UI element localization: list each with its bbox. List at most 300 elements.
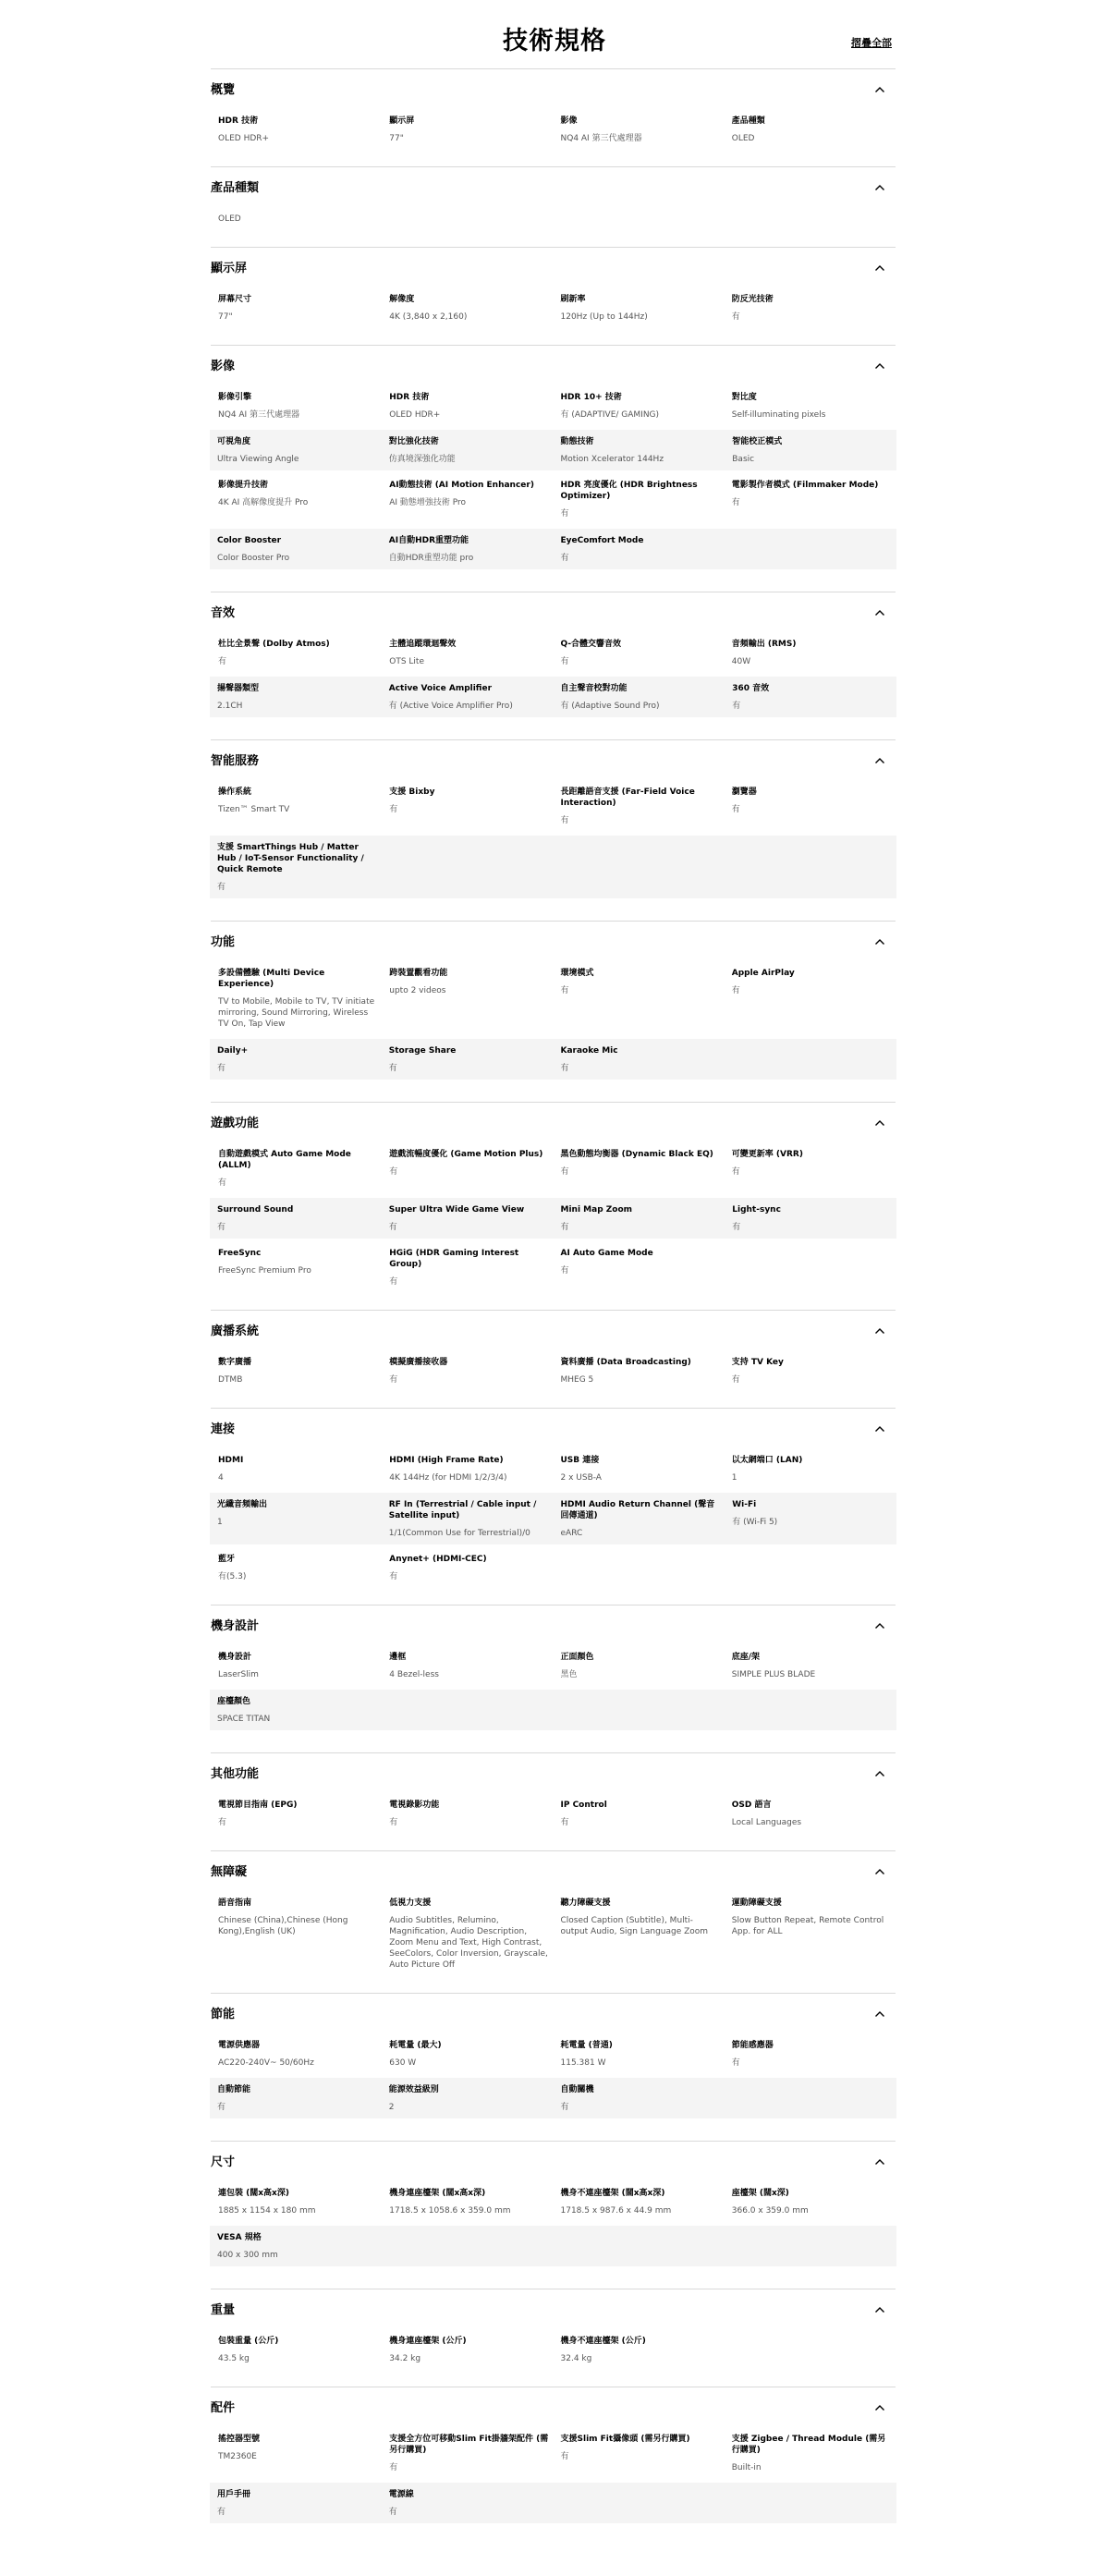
spec-value: 2 [388,2103,395,2112]
spec-item [554,480,725,519]
spec-label: 支援 Bixby [389,787,435,797]
spec-row [210,836,896,898]
spec-item [211,1898,382,1971]
spec-value: TV to Mobile, Mobile to TV, TV initiate mirroring, Sound Mirroring, Wireless TV On, Tap View [218,997,375,1029]
spec-value: 有 [389,2463,398,2472]
spec-item [382,2336,553,2364]
section-header[interactable] [211,359,896,375]
spec-value: 黑色 [560,1670,578,1679]
spec-item [554,2084,725,2113]
chevron-up-icon[interactable] [873,2303,886,2316]
spec-section [211,68,896,166]
section-header[interactable] [211,1116,896,1132]
spec-item [554,1696,725,1725]
spec-item [554,535,725,564]
spec-label: 機身不連座檯架 (闊x高x深) [560,2189,665,2198]
spec-label: 能源效益級別 [388,2085,439,2094]
spec-item [725,2232,896,2261]
spec-row [211,1357,896,1386]
spec-label: 電視節目指南 (EPG) [218,1801,298,1810]
spec-value: Audio Subtitles, Relumino, Magnification, Audio Description, Zoom Menu and Text, High Contrast, SeeColors, Color Inversion, Grayscale, Auto Picture Off [389,1916,548,1970]
spec-value: 有 (ADAPTIVE/ GAMING) [560,410,660,420]
spec-row [211,1455,896,1483]
spec-value: SPACE TITAN [217,1715,271,1724]
section-header[interactable] [211,2007,896,2023]
spec-item [554,1455,725,1483]
spec-label: 以太網端口 (LAN) [731,1456,803,1465]
spec-label: 黑色動態均衡器 (Dynamic Black EQ) [560,1150,713,1159]
spec-label: 電源供應器 [218,2041,261,2050]
spec-label: 節能感應器 [731,2041,774,2050]
section-title: 遊戲功能 [211,1117,260,1130]
spec-value: MHEG 5 [560,1375,594,1385]
chevron-up-icon[interactable] [873,2401,886,2414]
chevron-up-icon[interactable] [873,1422,886,1435]
spec-value: 有 [731,805,740,814]
spec-section [211,166,896,247]
spec-value: Slow Button Repeat, Remote Control App. for ALL [731,1916,884,1936]
spec-section [211,345,896,592]
section-title: 其他功能 [211,1767,260,1781]
spec-item [382,968,553,1030]
spec-value: 有 [389,1375,398,1385]
spec-item [725,968,896,1030]
spec-item [725,480,896,519]
spec-value: 有 [560,1818,569,1827]
spec-item [382,639,553,667]
spec-value: OLED HDR+ [218,134,270,143]
spec-label: 正面顏色 [560,1653,594,1662]
spec-label: HDR 亮度優化 (HDR Brightness Optimizer) [560,481,698,501]
section-title: 顯示屏 [211,262,248,275]
spec-value: 32.4 kg [560,2354,592,2363]
chevron-up-icon[interactable] [873,1865,886,1878]
chevron-up-icon[interactable] [873,262,886,275]
spec-value: LaserSlim [218,1670,259,1679]
spec-label: 光纖音頻輸出 [217,1500,268,1509]
spec-row [211,2336,896,2364]
spec-row [211,2434,896,2473]
spec-label: 屏幕尺寸 [218,295,252,304]
spec-item [554,436,725,465]
spec-value: 有 [560,554,569,563]
spec-label: 產品種類 [731,116,765,126]
spec-value: 4 [218,1473,224,1483]
spec-label: 底座/架 [731,1653,761,1662]
chevron-up-icon[interactable] [873,181,886,194]
spec-section [211,1605,896,1752]
section-header[interactable] [211,1766,896,1783]
spec-item [382,535,554,564]
chevron-up-icon[interactable] [873,2008,886,2021]
spec-label: Anynet+ (HDMI-CEC) [389,1555,487,1564]
spec-value: 有 [217,1064,226,1073]
section-title: 影像 [211,360,236,373]
collapse-all-link[interactable]: 摺疊全部 [851,37,892,49]
spec-section [211,1850,896,1993]
spec-item [382,2489,554,2518]
spec-item [211,639,382,667]
spec-item [210,535,382,564]
spec-value: 有 [218,657,227,666]
spec-label: 操作系統 [218,787,252,797]
spec-item [554,1149,725,1189]
section-header[interactable] [211,1422,896,1438]
spec-item [554,2232,725,2261]
spec-section [211,247,896,345]
spec-item [382,2232,554,2261]
chevron-up-icon[interactable] [873,83,886,96]
spec-label: 電視錄影功能 [389,1801,440,1810]
spec-row [210,529,896,569]
spec-item [211,2336,382,2364]
spec-label: 影像引擎 [218,393,252,402]
spec-item [554,116,725,144]
spec-value: TM2360E [218,2452,257,2461]
spec-item [382,2084,554,2113]
spec-item [725,2040,896,2069]
spec-item [725,1898,896,1971]
spec-value: 有 [389,1167,398,1177]
spec-value: 115.381 W [560,2058,606,2068]
spec-label: 自動節能 [217,2085,251,2094]
spec-row [211,968,896,1030]
spec-value: NQ4 AI 第三代處理器 [560,134,642,143]
spec-item [725,2336,896,2364]
spec-value: Closed Caption (Subtitle), Multi-output Audio, Sign Language Zoom [560,1916,709,1936]
spec-item [725,1357,896,1386]
spec-value: 有 [731,986,740,995]
spec-item [382,1652,553,1680]
spec-item [382,1696,554,1725]
spec-item [211,1149,382,1189]
spec-item [382,436,554,465]
spec-item [382,1455,553,1483]
spec-label: 語音指南 [218,1898,252,1908]
spec-value: Local Languages [731,1818,802,1827]
spec-label: EyeComfort Mode [560,536,644,545]
spec-label: Apple AirPlay [731,969,795,978]
spec-label: 藍牙 [218,1555,236,1564]
spec-label: HDMI (High Frame Rate) [389,1456,504,1465]
chevron-up-icon[interactable] [873,2155,886,2168]
spec-item [382,1898,553,1971]
spec-label: 對比度 [731,393,757,402]
spec-label: Color Booster [217,536,282,545]
spec-value: AC220-240V~ 50/60Hz [218,2058,314,2068]
spec-row [211,392,896,421]
spec-row [211,294,896,323]
section-header[interactable] [211,2400,896,2417]
spec-item [210,683,382,712]
spec-row [211,1149,896,1189]
chevron-up-icon[interactable] [873,606,886,619]
spec-value: 366.0 x 359.0 mm [731,2206,809,2216]
spec-label: Surround Sound [217,1205,294,1215]
spec-item [211,2434,382,2473]
spec-label: 機身設計 [218,1653,252,1662]
spec-label: 防反光技術 [731,295,774,304]
spec-section [211,1993,896,2141]
spec-label: 耗電量 (普通) [560,2041,613,2050]
spec-value: Motion Xcelerator 144Hz [560,455,664,464]
spec-item [554,1045,725,1074]
spec-item [554,968,725,1030]
chevron-up-icon[interactable] [873,1325,886,1337]
spec-value: 有 [731,1167,740,1177]
spec-item [725,436,896,465]
spec-label: 自動遊戲模式 Auto Game Mode (ALLM) [218,1150,351,1170]
spec-item [210,2232,382,2261]
spec-label: 主體追蹤環迴聲效 [389,640,457,649]
spec-section [211,2289,896,2387]
spec-value: 有 [731,498,740,507]
spec-label: 支持 TV Key [731,1358,784,1367]
spec-label: 顯示屏 [389,116,415,126]
spec-section [211,1408,896,1605]
spec-value: 有 (Adaptive Sound Pro) [560,702,660,711]
spec-item [211,1455,382,1483]
section-header[interactable] [211,2155,896,2171]
spec-item [382,392,553,421]
spec-label: HDMI Audio Return Channel (聲音回傳通道) [560,1500,715,1520]
spec-row [210,2483,896,2523]
spec-item [382,1499,554,1539]
section-title: 重量 [211,2303,236,2317]
spec-label: Mini Map Zoom [560,1205,633,1215]
section-header[interactable] [211,2302,896,2319]
section-title: 連接 [211,1422,236,1436]
spec-label: HGiG (HDR Gaming Interest Group) [389,1249,519,1269]
spec-row [210,1690,896,1730]
spec-item [211,392,382,421]
spec-label: OSD 語言 [731,1801,772,1810]
spec-section [211,739,896,921]
spec-label: 可變更新率 (VRR) [731,1150,803,1159]
spec-label: 瀏覽器 [731,787,757,797]
spec-value: 43.5 kg [218,2354,250,2363]
spec-item [554,2040,725,2069]
spec-item [382,294,553,323]
page-title: 技術規格 [503,27,606,55]
spec-value: 有 [388,1223,397,1232]
spec-value: 630 W [389,2058,417,2068]
spec-value: OLED HDR+ [389,410,441,420]
spec-label: 電影製作者模式 (Filmmaker Mode) [731,481,879,490]
spec-label: 揚聲器類型 [217,684,260,693]
spec-value: Color Booster Pro [217,554,290,563]
spec-label: 長距離語音支援 (Far-Field Voice Interaction) [560,787,695,808]
spec-item [211,116,382,144]
chevron-up-icon[interactable] [873,935,886,948]
spec-value: 有 [560,1167,569,1177]
spec-sections [211,68,896,2545]
section-title: 無障礙 [211,1865,248,1879]
spec-row [211,1248,896,1288]
spec-item [554,639,725,667]
spec-label: 環境模式 [560,969,594,978]
spec-value: AI 動態增強技術 Pro [389,498,467,507]
spec-label: 聽力障礙支援 [560,1898,611,1908]
spec-label: 連包裝 (闊x高x深) [218,2189,289,2198]
spec-label: Active Voice Amplifier [388,684,493,693]
section-title: 配件 [211,2401,236,2415]
spec-value: 4K 144Hz (for HDMI 1/2/3/4) [389,1473,507,1483]
spec-item [382,1357,553,1386]
spec-item [725,116,896,144]
section-title: 機身設計 [211,1619,260,1633]
spec-label: 機身連座檯架 (闊x高x深) [389,2189,486,2198]
section-header[interactable] [211,180,896,197]
spec-value: NQ4 AI 第三代處理器 [218,410,300,420]
spec-value: 有 [217,1223,226,1232]
spec-row [210,677,896,717]
spec-item [554,2336,725,2364]
spec-item [725,639,896,667]
spec-item [554,1499,725,1539]
spec-label: IP Control [560,1801,607,1810]
spec-row [211,2188,896,2216]
spec-value: 120Hz (Up to 144Hz) [560,312,648,322]
spec-value: 4K AI 高解像度提升 Pro [218,498,309,507]
spec-label: 資料廣播 (Data Broadcasting) [560,1358,691,1367]
spec-item [382,480,553,519]
section-header[interactable] [211,1324,896,1340]
spec-value: 有(5.3) [218,1572,247,1581]
spec-item [382,2040,553,2069]
spec-value: 1 [731,1473,737,1483]
spec-value: OLED [731,134,755,143]
spec-item [210,842,382,893]
spec-item [725,787,896,826]
spec-item [554,1652,725,1680]
spec-value: 有 [389,1572,398,1581]
spec-item [554,2434,725,2473]
section-title: 廣播系統 [211,1325,260,1338]
spec-item [725,392,896,421]
spec-value: 有 [560,986,569,995]
spec-label: 動態技術 [560,437,594,446]
spec-label: FreeSync [218,1249,262,1258]
spec-item [382,1045,554,1074]
spec-value: Built-in [731,2463,762,2472]
spec-value: 有 [217,2103,226,2112]
spec-value: 2.1CH [217,702,243,711]
spec-label: Storage Share [388,1046,457,1056]
spec-item [725,294,896,323]
spec-row [211,1898,896,1971]
spec-label: 影像提升技術 [218,481,269,490]
spec-row [211,1554,896,1582]
spec-row [211,116,896,144]
spec-label: 自動關機 [560,2085,594,2094]
spec-item [382,683,554,712]
spec-item [382,1204,554,1233]
spec-label: 自主聲音校對功能 [560,684,628,693]
spec-value: 1/1(Common Use for Terrestrial)/0 [388,1529,530,1538]
spec-item [211,1554,382,1582]
spec-label: 支援 Zigbee / Thread Module (需另行購買) [731,2435,886,2455]
spec-row [211,639,896,667]
spec-item [554,1204,725,1233]
spec-value: 有 [560,2103,569,2112]
spec-label: 可視角度 [217,437,251,446]
section-title: 概覽 [211,83,236,97]
spec-item [211,968,382,1030]
chevron-up-icon[interactable] [873,1619,886,1632]
spec-value: 有 (Active Voice Amplifier Pro) [388,702,513,711]
spec-row [211,1652,896,1680]
spec-item [554,1800,725,1828]
spec-item [725,1204,896,1233]
spec-label: 跨裝置觀看功能 [389,969,448,978]
spec-section [211,1752,896,1850]
spec-label: HDR 技術 [218,116,259,126]
section-title: 節能 [211,2008,236,2021]
spec-label: AI Auto Game Mode [560,1249,653,1258]
spec-value: 4K (3,840 x 2,160) [389,312,468,322]
chevron-up-icon[interactable] [873,754,886,767]
spec-label: HDMI [218,1456,244,1465]
spec-value: 有 [217,2508,226,2517]
chevron-up-icon[interactable] [873,1117,886,1129]
section-header[interactable] [211,605,896,622]
spec-value: 77" [389,134,404,143]
spec-item [554,1554,725,1582]
spec-item [211,480,382,519]
section-header[interactable] [211,1864,896,1881]
spec-label: 座檯顏色 [217,1697,251,1706]
spec-value: 1718.5 x 1058.6 x 359.0 mm [389,2206,511,2216]
spec-label: Daily+ [217,1046,249,1056]
spec-value: 有 [560,2452,569,2461]
spec-value: 4 Bezel-less [389,1670,439,1679]
spec-label: 支援Slim Fit攝像頭 (需另行購買) [560,2435,690,2444]
spec-item [725,1554,896,1582]
spec-label: HDR 10+ 技術 [560,393,622,402]
spec-label: 對比強化技術 [388,437,439,446]
spec-item [210,436,382,465]
spec-label: 多設備體驗 (Multi Device Experience) [218,969,325,989]
spec-label: 音頻輸出 (RMS) [731,640,797,649]
spec-item [210,1696,382,1725]
spec-value: 有 [560,1223,569,1232]
spec-item [210,1204,382,1233]
section-header[interactable] [211,753,896,770]
section-header[interactable] [211,1618,896,1635]
spec-row [211,787,896,826]
spec-item [382,1554,553,1582]
spec-value: 有 [560,1064,569,1073]
chevron-up-icon[interactable] [873,1767,886,1780]
section-header[interactable] [211,261,896,277]
spec-item [382,1248,553,1288]
spec-value: 1885 x 1154 x 180 mm [218,2206,316,2216]
section-header[interactable] [211,934,896,951]
spec-item [725,1045,896,1074]
section-header[interactable] [211,82,896,99]
spec-label: USB 連接 [560,1456,600,1465]
spec-value: Chinese (China),Chinese (Hong Kong),English (UK) [218,1916,348,1936]
spec-value: 2 x USB-A [560,1473,602,1483]
spec-item [210,2489,382,2518]
spec-item [725,842,896,893]
spec-value: 有 (Wi-Fi 5) [732,1518,778,1527]
chevron-up-icon[interactable] [873,360,886,372]
spec-label: Karaoke Mic [560,1046,618,1056]
spec-item [554,1248,725,1288]
spec-label: 包裝重量 (公斤) [218,2337,279,2346]
